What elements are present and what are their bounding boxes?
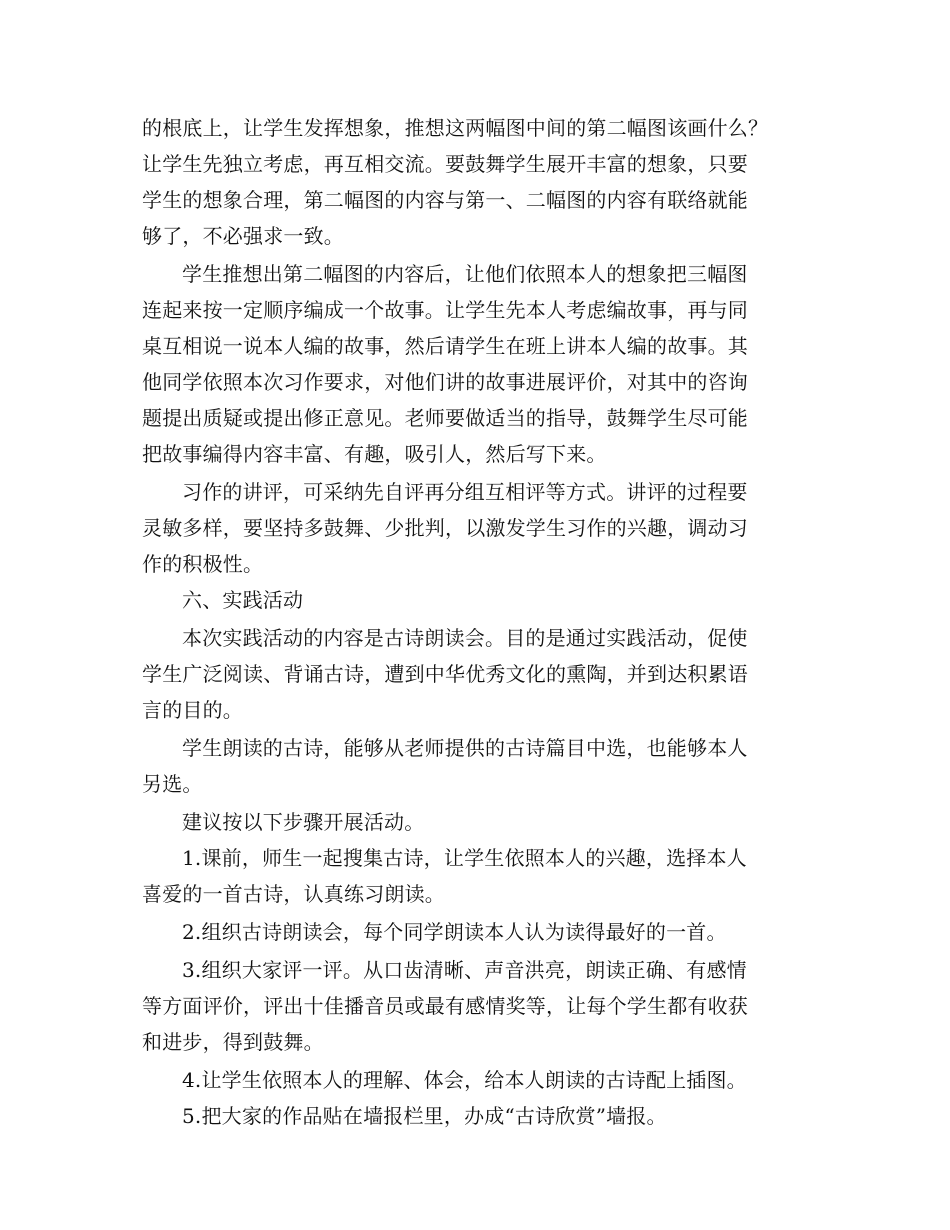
section-heading: 六、实践活动 bbox=[182, 588, 304, 612]
paragraph-start-line: 学生推想出第二幅图的内容后，让他们依照本人的想象把三幅图 bbox=[182, 262, 748, 286]
text-line: 他同学依照本次习作要求，对他们讲的故事进展评价，对其中的咨询 bbox=[142, 370, 748, 394]
text-line: 够了，不必强求一致。 bbox=[142, 224, 344, 248]
text-line: 另选。 bbox=[142, 772, 203, 796]
text-line: 学生广泛阅读、背诵古诗，遭到中华优秀文化的熏陶，并到达积累语 bbox=[142, 662, 748, 686]
text-line: 把故事编得内容丰富、有趣，吸引人，然后写下来。 bbox=[142, 442, 607, 466]
text-line: 的根底上，让学生发挥想象，推想这两幅图中间的第二幅图该画什么？ bbox=[142, 116, 769, 140]
text-line: 题提出质疑或提出修正意见。老师要做适当的指导，鼓舞学生尽可能 bbox=[142, 406, 748, 430]
paragraph-start-line: 习作的讲评，可采纳先自评再分组互相评等方式。讲评的过程要 bbox=[182, 480, 748, 504]
list-item-1: 1.课前，师生一起搜集古诗，让学生依照本人的兴趣，选择本人 bbox=[182, 846, 747, 870]
text-line: 灵敏多样，要坚持多鼓舞、少批判，以激发学生习作的兴趣，调动习 bbox=[142, 516, 748, 540]
paragraph-start-line: 本次实践活动的内容是古诗朗读会。目的是通过实践活动，促使 bbox=[182, 626, 748, 650]
paragraph-start-line: 建议按以下步骤开展活动。 bbox=[182, 810, 425, 834]
list-item-5: 5.把大家的作品贴在墙报栏里，办成“古诗欣赏”墙报。 bbox=[182, 1104, 667, 1128]
text-line: 学生的想象合理，第二幅图的内容与第一、二幅图的内容有联络就能 bbox=[142, 188, 748, 212]
text-line: 连起来按一定顺序编成一个故事。让学生先本人考虑编故事，再与同 bbox=[142, 298, 748, 322]
paragraph-start-line: 学生朗读的古诗，能够从老师提供的古诗篇目中选，也能够本人 bbox=[182, 736, 748, 760]
text-line: 作的积极性。 bbox=[142, 552, 264, 576]
text-line: 等方面评价，评出十佳播音员或最有感情奖等，让每个学生都有收获 bbox=[142, 994, 748, 1018]
list-item-4: 4.让学生依照本人的理解、体会，给本人朗读的古诗配上插图。 bbox=[182, 1068, 747, 1092]
text-line: 让学生先独立考虑，再互相交流。要鼓舞学生展开丰富的想象，只要 bbox=[142, 152, 748, 176]
text-line: 喜爱的一首古诗，认真练习朗读。 bbox=[142, 882, 445, 906]
list-item-2: 2.组织古诗朗读会，每个同学朗读本人认为读得最好的一首。 bbox=[182, 920, 727, 944]
text-line: 桌互相说一说本人编的故事，然后请学生在班上讲本人编的故事。其 bbox=[142, 334, 748, 358]
text-line: 和进步，得到鼓舞。 bbox=[142, 1030, 324, 1054]
list-item-3: 3.组织大家评一评。从口齿清晰、声音洪亮，朗读正确、有感情 bbox=[182, 958, 747, 982]
text-line: 言的目的。 bbox=[142, 698, 243, 722]
